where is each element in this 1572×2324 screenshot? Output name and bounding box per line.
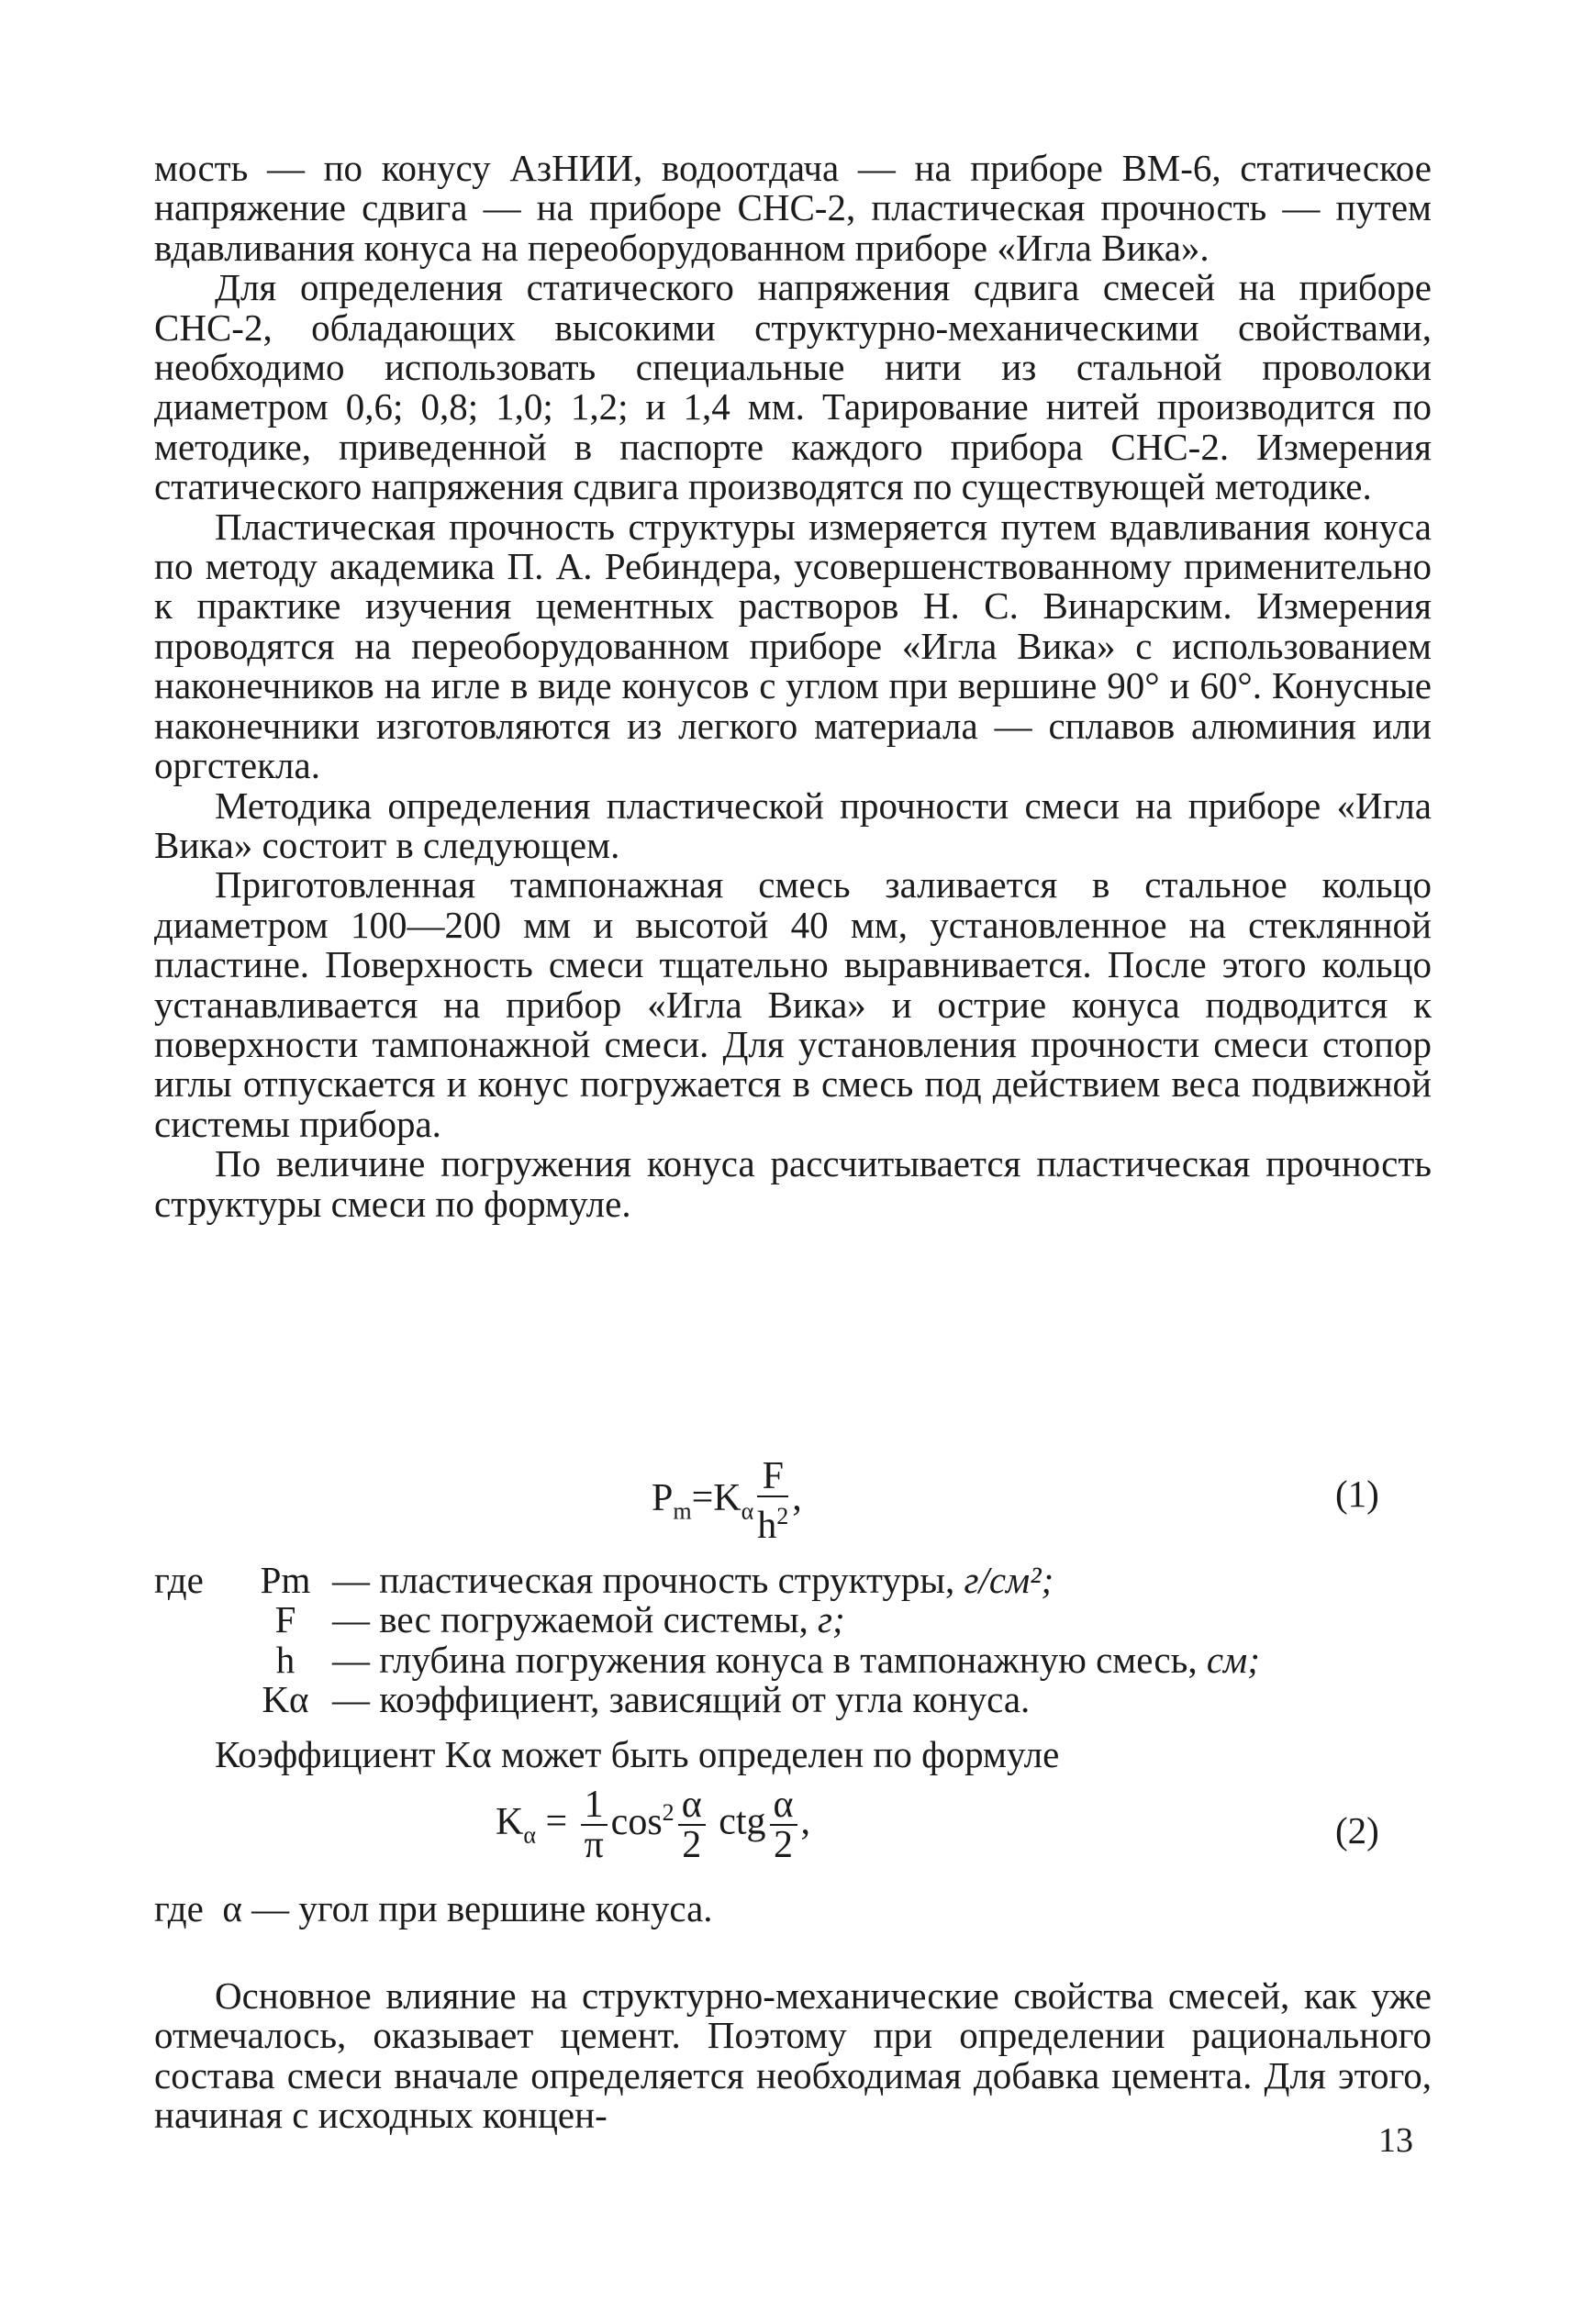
paragraph-method-intro: Методика определения пластической прочности смеси на приборе «Игла Вика» состоит в следующем. — [154, 784, 1432, 866]
legend-definition: — глубина погружения конуса в тампонажную смесь, см; — [332, 1638, 1260, 1681]
equation-number-1: (1) — [1335, 1473, 1379, 1515]
legend-definition: — пластическая прочность структуры, г/см²; — [332, 1559, 1054, 1601]
formula-1-lhs: $P_m$ — [652, 1476, 692, 1525]
formula-1 — [652, 1457, 802, 1545]
legend-row — [154, 1680, 1432, 1719]
formula-2-fraction-2: $\frac{\alpha}{2}$ — [678, 1785, 706, 1864]
legend-symbol: Pm — [260, 1559, 311, 1601]
formula-1-eq: = — [691, 1476, 714, 1519]
paragraph-continuation: мость — по конусу АзНИИ, водоотдача — на приборе ВМ-6, статическое напряжение сдвига — на приборе СНС-2, пластическая прочность — путем вдавливания конуса на переоборудованном приборе «Игла Вика». — [154, 147, 1432, 269]
formula-2-lhs: $K_\alpha$ — [496, 1800, 536, 1849]
body-text-final — [154, 1976, 1432, 2136]
formula-2 — [496, 1785, 810, 1864]
formula-2-eq: = — [545, 1800, 568, 1843]
legend-row — [154, 1561, 1432, 1600]
legend-symbol: Kα — [262, 1678, 309, 1721]
legend-symbol: h — [275, 1638, 295, 1681]
formula-2-fraction-1: $\frac{1}{\pi}$ — [581, 1785, 608, 1864]
legend-definition: — коэффициент, зависящий от угла конуса. — [332, 1678, 1031, 1721]
paragraph-plastic-strength: Пластическая прочность структуры измеряется путем вдавливания конуса по методу академика П. А. Ребиндера, усовершенствованному применительно к практике изучения цементных растворов Н. С. Винарским. Измерения проводятся на переоборудованном приборе «Игла Вика» с использованием наконечников на игле в виде конусов с углом при вершине 90° и 60°. Конусные наконечники изготовляются из легкого материала — сплавов алюминия или оргстекла. — [154, 505, 1432, 787]
legend-definition: — вес погружаемой системы, г; — [332, 1598, 845, 1641]
legend-row — [154, 1600, 1432, 1640]
formula-1-fraction: $\frac{F}{h^2}$ — [757, 1455, 789, 1547]
equation-number-2: (2) — [1335, 1809, 1379, 1851]
formula-1-trail: , — [792, 1476, 802, 1519]
legend-row — [154, 1640, 1432, 1680]
paragraph-formula-intro: По величине погружения конуса рассчитывается пластическая прочность структуры смеси по формуле. — [154, 1142, 1432, 1225]
formula-2-cos: $\cos^2$ — [610, 1798, 675, 1843]
formula-1-coef: $K_\alpha$ — [713, 1476, 754, 1525]
paragraph-procedure: Приготовленная тампонажная смесь заливается в стальное кольцо диаметром 100—200 мм и высотой 40 мм, установленное на стеклянной пластине. Поверхность смеси тщательно выравнивается. После этого кольцо устанавливается на прибор «Игла Вика» и острие конуса подводится к поверхности тампонажной смеси. Для установления прочности смеси стопор иглы отпускается и конус погружается в смесь под действием веса подвижной системы прибора. — [154, 863, 1432, 1145]
alpha-definition: где α — угол при вершине конуса. — [154, 1887, 713, 1929]
formula-2-fraction-3: $\frac{\alpha}{2}$ — [770, 1785, 797, 1864]
paragraph-sns2-method: Для определения статического напряжения сдвига смесей на приборе СНС-2, обладающих высокими структурно-механическими свойствами, необходимо использовать специальные нити из стальной проволоки диаметром 0,6; 0,8; 1,0; 1,2; и 1,4 мм. Тарирование нитей производится по методике, приведенной в паспорте каждого прибора СНС-2. Измерения статического напряжения сдвига производятся по существующей методике. — [154, 266, 1432, 508]
page-number: 13 — [1378, 2121, 1413, 2160]
coefficient-intro: Коэффициент Kα может быть определен по формуле — [215, 1733, 1060, 1775]
formula-2-ctg: ctg — [719, 1800, 766, 1843]
formula-2-trail: , — [800, 1800, 811, 1843]
body-text — [154, 149, 1432, 1224]
legend-lead: где — [154, 1559, 204, 1601]
legend-symbol: F — [274, 1598, 296, 1641]
paragraph-cement-influence: Основное влияние на структурно-механические свойства смесей, как уже отмечалось, оказывает цемент. Поэтому при определении рационального состава смеси вначале определяется необходимая добавка цемента. Для этого, начиная с исходных концен- — [154, 1974, 1432, 2137]
symbol-legend — [154, 1561, 1432, 1720]
